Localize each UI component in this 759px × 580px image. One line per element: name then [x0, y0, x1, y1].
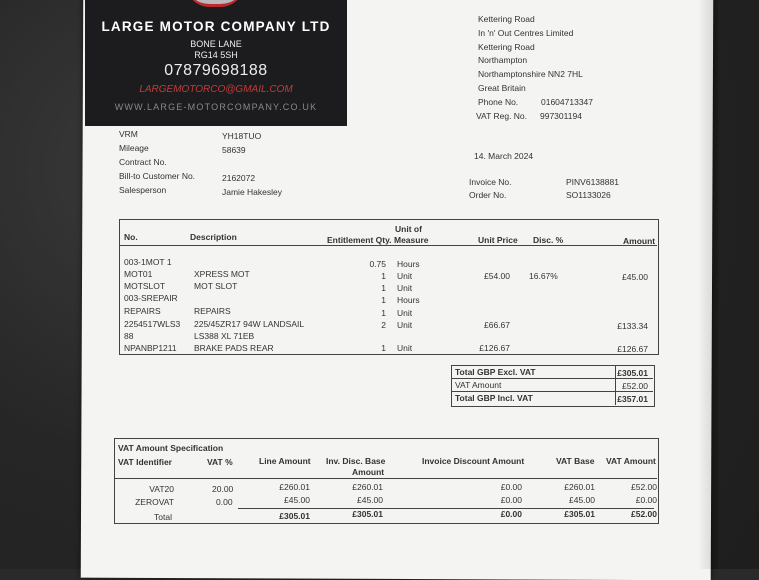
vat-row-base: £45.00 [357, 495, 383, 505]
row-discount: 16.67% [529, 271, 558, 281]
row-qty: 0.75 [369, 259, 386, 269]
row-amount: £126.67 [617, 344, 648, 354]
row-description: LS388 XL 71EB [194, 331, 255, 341]
vat-col-line-amount: Line Amount [259, 456, 311, 466]
vat-row-line: £45.00 [284, 495, 310, 505]
row-uom: Unit [397, 320, 413, 330]
vat-row-invdisc: £0.00 [500, 495, 522, 505]
row-no: 88 [124, 331, 134, 341]
row-unit-price: £54.00 [484, 271, 510, 281]
row-description: REPAIRS [194, 306, 231, 316]
col-header-unit-price: Unit Price [478, 235, 518, 245]
vat-col-disc-base: Inv. Disc. Base [326, 456, 386, 466]
total-excl-value: £305.01 [617, 368, 648, 378]
vat-col-invoice-discount: Invoice Discount Amount [422, 456, 525, 466]
row-uom: Unit [397, 283, 413, 293]
row-uom: Hours [397, 295, 420, 305]
row-no: 003-1MOT 1 [124, 257, 172, 267]
company-email: LARGEMOTORCO@GMAIL.COM [139, 84, 293, 95]
col-header-uom-2: Measure [394, 235, 429, 245]
row-qty: 1 [381, 295, 386, 305]
col-header-no: No. [124, 232, 138, 242]
vrm-label: VRM [119, 129, 138, 139]
col-header-amount: Amount [623, 236, 656, 246]
vat-row-vatbase: £45.00 [569, 495, 595, 505]
vat-spec-title: VAT Amount Specification [118, 443, 224, 453]
row-no: REPAIRS [124, 306, 161, 316]
mileage-label: Mileage [119, 143, 149, 153]
vat-row-vatbase: £260.01 [564, 482, 595, 492]
row-qty: 1 [381, 283, 386, 293]
recipient-line: Kettering Road [478, 42, 535, 52]
company-phone: 07879698188 [164, 62, 268, 79]
invoice-date: 14. March 2024 [474, 151, 534, 161]
row-description: 225/45ZR17 94W LANDSAIL [194, 319, 305, 329]
row-unit-price: £66.67 [484, 320, 510, 330]
vat-col-identifier: VAT Identifier [118, 457, 172, 467]
total-incl-value: £357.01 [617, 394, 648, 404]
recipient-line: In 'n' Out Centres Limited [478, 28, 574, 38]
invoice-no-value: PINV6138881 [566, 177, 619, 187]
recipient-line: Northamptonshire NN2 7HL [478, 69, 583, 79]
phone-value: 01604713347 [541, 97, 594, 107]
company-website: WWW.LARGE-MOTORCOMPANY.CO.UK [114, 102, 318, 112]
col-header-description: Description [190, 232, 237, 242]
row-no: 003-SREPAIR [124, 293, 178, 303]
vat-reg-label: VAT Reg. No. [476, 111, 528, 121]
vat-col-pct: VAT % [207, 457, 233, 467]
row-qty: 1 [381, 343, 386, 353]
car-logo-icon [185, 0, 245, 7]
company-name: LARGE MOTOR COMPANY LTD [101, 19, 331, 34]
row-description: MOT SLOT [194, 281, 238, 291]
row-amount: £133.34 [617, 321, 648, 331]
mileage-value: 58639 [222, 145, 246, 155]
vat-row-id: VAT20 [149, 484, 174, 494]
vat-col-vat-amount: VAT Amount [606, 456, 656, 466]
row-qty: 1 [381, 308, 386, 318]
col-header-entitlement: Entitlement Qty. [327, 235, 392, 245]
vat-row-id: Total [154, 512, 172, 522]
order-no-value: SO1133026 [566, 190, 611, 200]
vat-row-base: £260.01 [352, 482, 383, 492]
order-no-label: Order No. [469, 190, 507, 200]
recipient-line: Great Britain [478, 83, 526, 93]
row-amount: £45.00 [622, 272, 648, 282]
total-excl-label: Total GBP Excl. VAT [455, 367, 536, 377]
row-description: BRAKE PADS REAR [194, 343, 274, 353]
vat-row-line: £260.01 [279, 482, 310, 492]
row-uom: Hours [397, 259, 420, 269]
vat-amount-value: £52.00 [622, 381, 648, 391]
row-qty: 1 [381, 271, 386, 281]
vat-row-invdisc: £0.00 [500, 509, 522, 519]
col-header-uom: Unit of [395, 224, 422, 234]
recipient-line: Kettering Road [478, 14, 535, 24]
billto-value: 2162072 [222, 173, 256, 183]
salesperson-label: Salesperson [119, 185, 167, 195]
vat-row-pct: 20.00 [212, 484, 234, 494]
vat-row-vatamt: £0.00 [635, 495, 657, 505]
company-postcode: RG14 5SH [194, 50, 238, 60]
contract-label: Contract No. [119, 157, 167, 167]
row-description: XPRESS MOT [194, 269, 250, 279]
billto-label: Bill-to Customer No. [119, 171, 196, 181]
row-qty: 2 [381, 320, 386, 330]
vat-row-pct: 0.00 [216, 497, 233, 507]
phone-label: Phone No. [478, 97, 519, 107]
row-uom: Unit [397, 271, 413, 281]
row-no: MOT01 [124, 269, 153, 279]
vat-row-line: £305.01 [279, 511, 310, 521]
company-address: BONE LANE [190, 39, 242, 49]
company-logo-block [85, 0, 347, 126]
vat-row-invdisc: £0.00 [500, 482, 522, 492]
vat-amount-label: VAT Amount [455, 380, 502, 390]
row-uom: Unit [397, 308, 413, 318]
vat-col-vat-base: VAT Base [556, 456, 595, 466]
vat-row-vatamt: £52.00 [631, 482, 657, 492]
row-unit-price: £126.67 [479, 343, 510, 353]
total-incl-label: Total GBP Incl. VAT [455, 393, 533, 403]
vrm-value: YH18TUO [222, 131, 262, 141]
row-uom: Unit [397, 343, 413, 353]
salesperson-value: Jamie Hakesley [222, 187, 282, 197]
row-no: NPANBP1211 [124, 343, 177, 353]
vat-row-base: £305.01 [352, 509, 383, 519]
vat-col-disc-base-2: Amount [352, 467, 385, 477]
recipient-line: Northampton [478, 55, 528, 65]
vat-row-id: ZEROVAT [135, 497, 174, 507]
vat-row-vatbase: £305.01 [564, 509, 595, 519]
invoice-no-label: Invoice No. [469, 177, 512, 187]
row-no: 2254517WLS3 [124, 319, 181, 329]
col-header-discount: Disc. % [533, 235, 564, 245]
vat-row-vatamt: £52.00 [631, 509, 657, 519]
vat-reg-value: 997301194 [540, 111, 582, 121]
row-no: MOTSLOT [124, 281, 166, 291]
